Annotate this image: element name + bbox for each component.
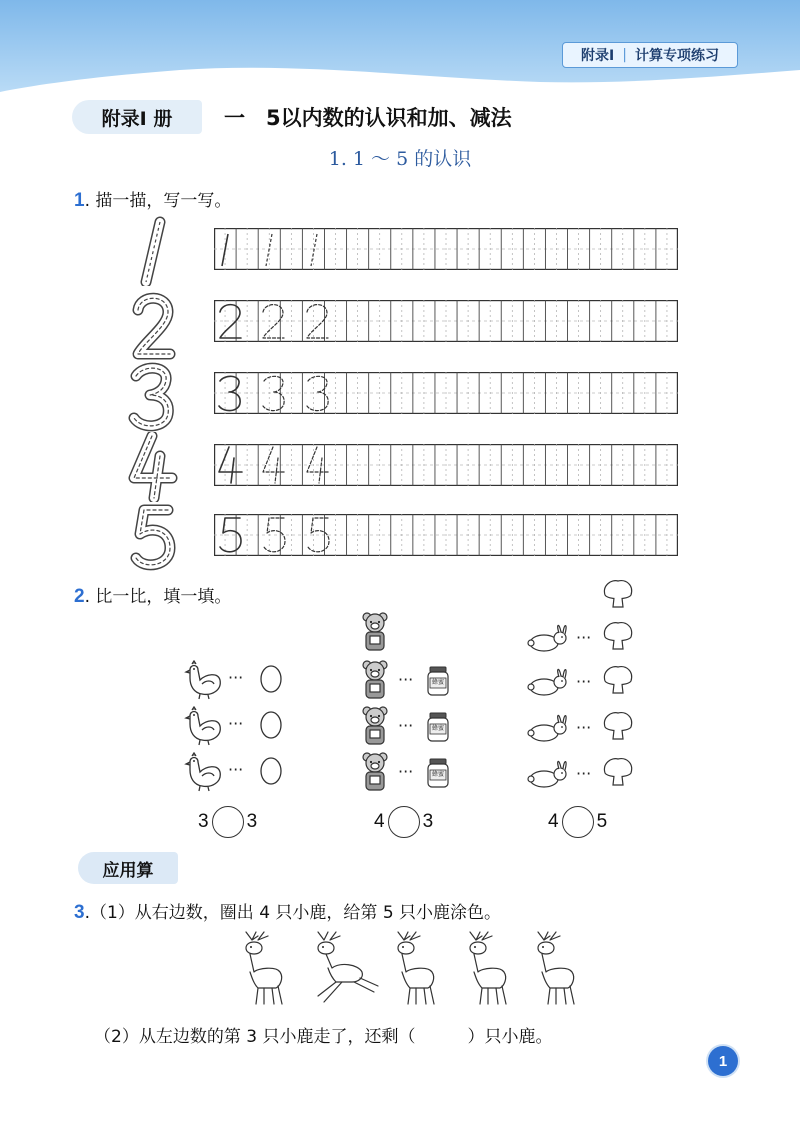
page-number-badge [708, 1046, 738, 1076]
dots: ··· [398, 716, 414, 735]
mushroom-icon [602, 710, 634, 742]
honey-jar-icon [426, 712, 450, 742]
honey-jar-icon [426, 758, 450, 788]
dots: ··· [576, 764, 592, 783]
q2-number: 2 [74, 586, 85, 607]
apply-section-label: 应用算 [102, 860, 154, 881]
egg-icon [258, 708, 284, 740]
bear-icon [360, 660, 390, 700]
header-tag-appendix: 附录Ⅰ [581, 48, 615, 64]
hen-icon [182, 660, 224, 700]
honey-jar-label: 蜂蜜 [431, 725, 444, 732]
page-number: 1 [718, 1052, 728, 1070]
model-digit-4 [122, 432, 184, 502]
deer-icon-4[interactable] [456, 930, 516, 1006]
compare-left-value: 4 [548, 811, 559, 832]
rabbit-icon [526, 666, 572, 696]
apply-section-tab [78, 852, 178, 884]
writing-grid-5[interactable] [214, 514, 678, 556]
q1-prompt [74, 186, 231, 212]
deer-icon-5[interactable] [524, 930, 584, 1006]
q3-part1 [74, 898, 501, 924]
compare-left-value: 4 [374, 811, 385, 832]
mushroom-icon [602, 664, 634, 696]
compare-left-value: 3 [198, 811, 209, 832]
dots: ··· [398, 670, 414, 689]
hen-icon [182, 706, 224, 746]
dots: ··· [398, 762, 414, 781]
section-pill [72, 100, 202, 134]
section-title: 一 5以内数的认识和加、减法 [224, 106, 512, 130]
model-digit-1 [122, 216, 184, 286]
compare-bears-honey [374, 806, 433, 838]
compare-right-value: 3 [246, 811, 258, 832]
egg-icon [258, 754, 284, 786]
compare-hens-eggs [198, 806, 257, 838]
mushroom-icon [602, 756, 634, 788]
q1-text: . 描一描，写一写。 [84, 191, 232, 211]
dots: ··· [228, 714, 244, 733]
q3-part2-before: （2）从左边数的第 3 只小鹿走了，还剩（ [94, 1027, 416, 1047]
q3-part2-after: ）只小鹿。 [467, 1027, 553, 1047]
bear-icon [360, 612, 390, 652]
header-tag-topic: 计算专项练习 [634, 48, 719, 64]
model-digit-3 [122, 362, 184, 432]
honey-jar-label: 蜂蜜 [431, 771, 444, 778]
rabbit-icon [526, 758, 572, 788]
compare-right-value: 3 [422, 811, 434, 832]
deer-icon-2[interactable] [304, 930, 380, 1006]
hen-icon [182, 752, 224, 792]
compare-right-value: 5 [596, 811, 608, 832]
egg-icon [258, 662, 284, 694]
dots: ··· [228, 668, 244, 687]
deer-icon-1[interactable] [232, 930, 292, 1006]
mushroom-icon [602, 620, 634, 652]
header-tag-divider: | [622, 47, 627, 63]
q3-number: 3 [74, 902, 85, 923]
rabbit-icon [526, 712, 572, 742]
dots: ··· [576, 718, 592, 737]
bear-icon [360, 752, 390, 792]
dots: ··· [228, 760, 244, 779]
q2-text: . 比一比，填一填。 [84, 587, 232, 607]
writing-grid-1[interactable] [214, 228, 678, 270]
deer-row [232, 930, 592, 1008]
writing-grid-4[interactable] [214, 444, 678, 486]
compare-answer-circle[interactable] [388, 806, 420, 838]
compare-answer-circle[interactable] [212, 806, 244, 838]
section-pill-label: 附录Ⅰ 册 [101, 107, 173, 130]
rabbit-icon [526, 622, 572, 652]
q3-part1-text: .（1）从右边数，圈出 4 只小鹿，给第 5 只小鹿涂色。 [84, 903, 502, 923]
deer-icon-3[interactable] [384, 930, 444, 1006]
header-tag [562, 42, 738, 68]
dots: ··· [576, 672, 592, 691]
bear-icon [360, 706, 390, 746]
compare-rabbits-mushrooms [548, 806, 607, 838]
model-digit-5 [122, 502, 184, 572]
q3-part2 [94, 1022, 552, 1047]
writing-grid-2[interactable] [214, 300, 678, 342]
q1-number: 1 [74, 190, 85, 211]
q2-prompt [74, 582, 231, 608]
lesson-subtitle: 1. 1 ～ 5 的认识 [328, 148, 472, 170]
honey-jar-icon [426, 666, 450, 696]
model-digit-2 [122, 290, 184, 360]
mushroom-icon [602, 578, 634, 610]
honey-jar-label: 蜂蜜 [431, 679, 444, 686]
dots: ··· [576, 628, 592, 647]
compare-answer-circle[interactable] [562, 806, 594, 838]
writing-grid-3[interactable] [214, 372, 678, 414]
